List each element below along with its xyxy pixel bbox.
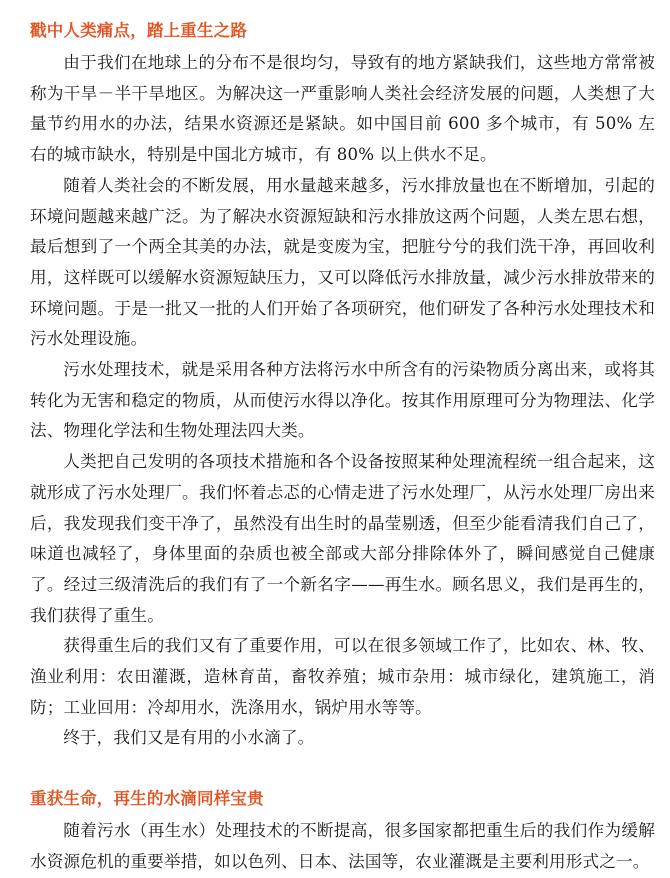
paragraph: 随着污水（再生水）处理技术的不断提高，很多国家都把重生后的我们作为缓解水资源危机的重要举措，如以色列、日本、法国等，农业灌溉是主要利用形式之一。 [30,821,655,871]
section-heading: 戳中人类痛点，踏上重生之路 [30,21,248,40]
paragraph: 随着人类社会的不断发展，用水量越来越多，污水排放量也在不断增加，引起的环境问题越来越广泛。为了解决水资源短缺和污水排放这两个问题，人类左思右想，最后想到了一个两全其美的办法，就是变废为宝，把脏兮兮的我们洗干净，再回收利用，这样既可以缓解水资源短缺压力，又可以降低污水排放量，减少污水排放带来的环境问题。于是一批又一批的人们开始了各项研究，他们研发了各种污水处理技术和污水处理设施。 [30,175,655,349]
paragraph: 污水处理技术，就是采用各种方法将污水中所含有的污染物质分离出来，或将其转化为无害和稳定的物质，从而使污水得以净化。按其作用原理可分为物理法、化学法、物理化学法和生物处理法四大类。 [30,360,655,441]
article-page [30,18,655,878]
paragraph: 终于，我们又是有用的小水滴了。 [63,728,315,748]
paragraph: 获得重生后的我们又有了重要作用，可以在很多领域工作了，比如农、林、牧、渔业利用：农田灌溉，造林育苗，畜牧养殖；城市杂用：城市绿化，建筑施工，消防；工业回用：冷却用水，洗涤用水，锅炉用水等等。 [30,636,655,717]
paragraph: 人类把自己发明的各项技术措施和各个设备按照某种处理流程统一组合起来，这就形成了污水处理厂。我们怀着忐忑的心情走进了污水处理厂，从污水处理厂房出来后，我发现我们变干净了，虽然没有出生时的晶莹剔透，但至少能看清我们自己了，味道也减轻了，身体里面的杂质也被全部或大部分排除体外了，瞬间感觉自己健康了。经过三级清洗后的我们有了一个新名字——再生水。顾名思义，我们是再生的，我们获得了重生。 [30,452,655,625]
paragraph: 由于我们在地球上的分布不是很均匀，导致有的地方紧缺我们，这些地方常常被称为干旱－半干旱地区。为解决这一严重影响人类社会经济发展的问题，人类想了大量节约用水的办法，结果水资源还是紧缺。如中国目前 600 多个城市，有 50% 左右的城市缺水，特别是中国北方城市，有 80% 以上供水不足。 [30,53,655,165]
section-heading: 重获生命，再生的水滴同样宝贵 [30,789,264,809]
